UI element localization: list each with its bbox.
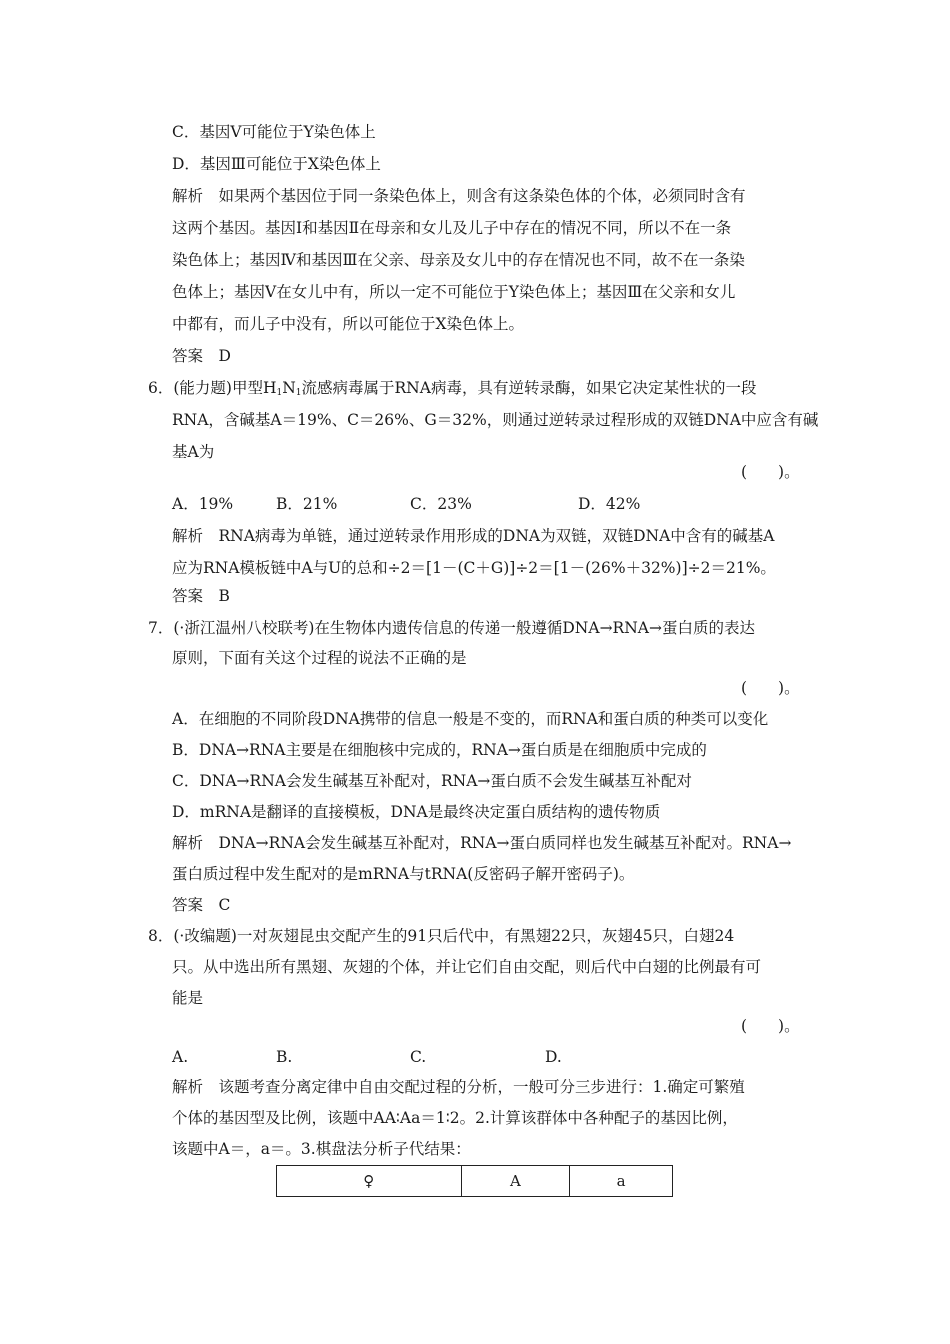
q6-stem-suffix: 流感病毒属于RNA病毒，具有逆转录酶，如果它决定某性状的一段 xyxy=(301,379,757,397)
table-header-cell: a xyxy=(570,1166,673,1197)
table-header-cell: A xyxy=(461,1166,570,1197)
q7-option-b: B．DNA→RNA主要是在细胞核中完成的，RNA→蛋白质是在细胞质中完成的 xyxy=(172,741,707,759)
table-row xyxy=(277,1166,673,1197)
q6-option-c: C．23% xyxy=(410,495,472,513)
q6-stem-mid: N xyxy=(282,379,296,397)
q5-analysis-line: 色体上；基因Ⅴ在女儿中有，所以一定不可能位于Y染色体上；基因Ⅲ在父亲和女儿 xyxy=(172,283,736,301)
q6-analysis-line: 解析 RNA病毒为单链，通过逆转录作用形成的DNA为双链，双链DNA中含有的碱基A xyxy=(172,527,775,545)
q7-option-d: D．mRNA是翻译的直接模板，DNA是最终决定蛋白质结构的遗传物质 xyxy=(172,803,661,821)
q8-option-d: D. xyxy=(545,1048,562,1066)
q6-answer: 答案 B xyxy=(172,587,230,605)
q8-option-c: C. xyxy=(410,1048,427,1066)
q6-stem-line: RNA，含碱基A＝19%、C＝26%、G＝32%，则通过逆转录过程形成的双链DNA中应含有碱 xyxy=(172,411,819,429)
q8-analysis-line: 该题中A＝，a＝。3.棋盘法分析子代结果： xyxy=(172,1140,471,1158)
q6-analysis-line: 应为RNA模板链中A与U的总和÷2＝[1－(C＋G)]÷2＝[1－(26%＋32%)]÷2＝21%。 xyxy=(172,559,776,577)
q6-answer-blank: ( )。 xyxy=(741,463,800,481)
q5-option-c: C．基因Ⅴ可能位于Y染色体上 xyxy=(172,123,376,141)
q6-stem-line: 基A为 xyxy=(172,443,215,461)
q8-analysis-line: 个体的基因型及比例，该题中AA∶Aa＝1∶2。2.计算该群体中各种配子的基因比例， xyxy=(172,1109,738,1127)
q5-answer: 答案 D xyxy=(172,347,231,365)
q6-subscript: 1 xyxy=(295,388,302,398)
q7-analysis-line: 解析 DNA→RNA会发生碱基互补配对，RNA→蛋白质同样也发生碱基互补配对。RNA→ xyxy=(172,834,792,852)
q6-subscript: 1 xyxy=(276,388,283,398)
q6-option-d: D．42% xyxy=(578,495,641,513)
q8-stem-line: 8．(·改编题)一对灰翅昆虫交配产生的91只后代中，有黑翅22只，灰翅45只，白翅24 xyxy=(148,927,735,945)
q7-answer: 答案 C xyxy=(172,896,231,914)
q5-analysis-line: 解析 如果两个基因位于同一条染色体上，则含有这条染色体的个体，必须同时含有 xyxy=(172,187,746,205)
q7-option-c: C．DNA→RNA会发生碱基互补配对，RNA→蛋白质不会发生碱基互补配对 xyxy=(172,772,692,790)
table-header-cell: ♀ xyxy=(277,1166,462,1197)
q6-stem-line xyxy=(148,378,756,403)
q5-option-d: D．基因Ⅲ可能位于X染色体上 xyxy=(172,155,381,173)
q7-option-a: A．在细胞的不同阶段DNA携带的信息一般是不变的，而RNA和蛋白质的种类可以变化 xyxy=(172,710,769,728)
q8-option-a: A. xyxy=(172,1048,189,1066)
q7-analysis-line: 蛋白质过程中发生配对的是mRNA与tRNA(反密码子解开密码子)。 xyxy=(172,865,635,883)
q8-answer-blank: ( )。 xyxy=(741,1017,800,1035)
q7-answer-blank: ( )。 xyxy=(741,679,800,697)
q7-stem-line: 原则，下面有关这个过程的说法不正确的是 xyxy=(172,649,467,667)
q8-option-b: B. xyxy=(276,1048,293,1066)
q8-analysis-line: 解析 该题考查分离定律中自由交配过程的分析，一般可分三步进行：1.确定可繁殖 xyxy=(172,1078,745,1096)
q6-option-a: A．19% xyxy=(172,495,234,513)
q8-stem-line: 能是 xyxy=(172,989,204,1007)
q6-stem-prefix: 6．(能力题)甲型H xyxy=(148,379,277,397)
q6-option-b: B．21% xyxy=(276,495,338,513)
punnett-table xyxy=(276,1165,673,1197)
q5-analysis-line: 这两个基因。基因Ⅰ和基因Ⅱ在母亲和女儿及儿子中存在的情况不同，所以不在一条 xyxy=(172,219,732,237)
q5-analysis-line: 中都有，而儿子中没有，所以可能位于X染色体上。 xyxy=(172,315,525,333)
q7-stem-line: 7．(·浙江温州八校联考)在生物体内遗传信息的传递一般遵循DNA→RNA→蛋白质的表达 xyxy=(148,619,755,637)
q8-stem-line: 只。从中选出所有黑翅、灰翅的个体，并让它们自由交配，则后代中白翅的比例最有可 xyxy=(172,958,762,976)
q5-analysis-line: 染色体上；基因Ⅳ和基因Ⅲ在父亲、母亲及女儿中的存在情况也不同，故不在一条染 xyxy=(172,251,745,269)
